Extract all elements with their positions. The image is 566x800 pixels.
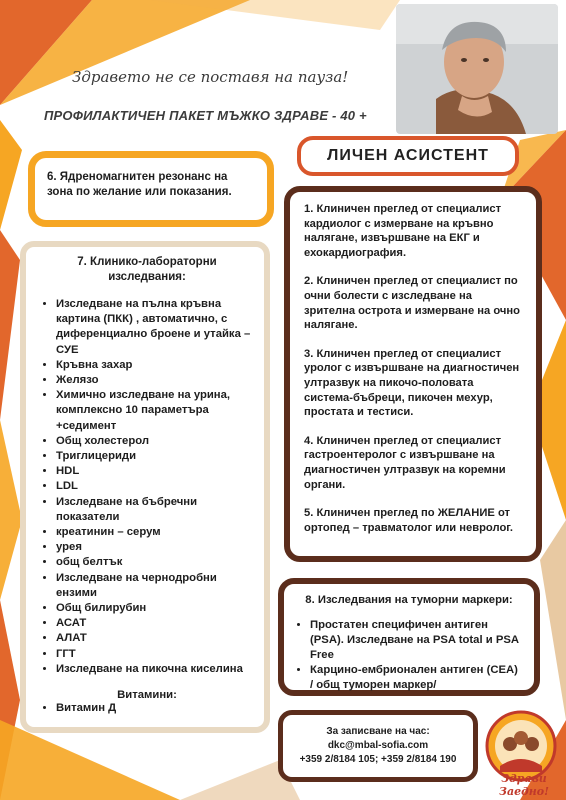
slogan: Здрави Заедно! [499,772,549,798]
lab-tests-box [20,241,270,733]
clinical-exams-box [284,186,542,562]
mri-line-1: 6. Ядреномагнитен резонанс на [47,171,228,183]
tumor-markers-title: 8. Изследвания на туморни маркери: [305,594,513,606]
list-item: • креатинин – серум [56,525,254,540]
list-item: • Кръвна захар [56,358,254,373]
list-item: • Триглицериди [56,449,254,464]
contact-box [278,710,478,782]
tumor-markers-list [294,618,524,693]
clinical-exam-3: 3. Клиничен преглед от специалист уролог с извършване на диагностичен ултразвук на пикочо-половата система-бъбреци, пикочен мехур, простата и тестиси. [304,347,520,419]
list-item: • Химично изследване на урина, комплексно 10 параметъра +седимент [56,388,254,434]
list-item: • Общ холестерол [56,434,254,449]
contact-email[interactable]: dkc@mbal-sofia.com [327,740,429,751]
list-item: • общ белтък [56,555,254,570]
list-item: • Витамин Д [56,701,254,716]
lab-tests-list [40,297,254,677]
list-item: • Желязо [56,373,254,388]
vitamins-title: Витамини: [117,689,177,702]
list-item: • урея [56,540,254,555]
list-item: • АЛАТ [56,631,254,646]
list-item: • Изследване на пълна кръвна картина (ПКК) , автоматично, с диференциално броене и утайка – СУЕ [56,297,254,358]
tagline: Здравето не се поставя на пауза! [72,68,349,86]
personal-assistant-title-box [297,136,519,176]
clinical-exam-1: 1. Клиничен преглед от специалист кардиолог с измерване на кръвно налягане, извършване на ЕКГ и ехокардиография. [304,203,502,259]
list-item: • LDL [56,479,254,494]
clinical-exam-4: 4. Клиничен преглед от специалист гастроентеролог с извършване на диагностичен ултразвук на коремни органи. [304,434,506,491]
lab-title-line-2: изследвания: [108,271,186,283]
mri-box [28,151,274,227]
tumor-markers-box [278,578,540,696]
lab-title-line-1: 7. Клинико-лабораторни [77,256,217,268]
list-item: • Изследване на пикочна киселина [56,662,254,677]
list-item: • АСАТ [56,616,254,631]
list-item: • HDL [56,464,254,479]
mri-line-2: зона по желание или показания. [47,186,232,198]
personal-assistant-title: ЛИЧЕН АСИСТЕНТ [327,147,489,164]
contact-phones[interactable]: +359 2/8184 105; +359 2/8184 190 [299,754,457,765]
list-item: • Общ билирубин [56,601,254,616]
list-item: • Изследване на бъбречни показатели [56,495,254,525]
clinical-exam-5: 5. Клиничен преглед по ЖЕЛАНИЕ от ортопед – травматолог или невролог. [304,507,513,534]
list-item: • ГГТ [56,647,254,662]
list-item: • Карцино-ембрионален антиген (CEA) / общ туморен маркер/ [310,663,524,693]
man-portrait-photo [396,4,558,134]
list-item: • Простатен специфичен антиген (PSA). Изследване на PSA total и PSA Free [310,618,524,663]
clinical-exam-2: 2. Клиничен преглед от специалист по очни болести с изследване на зрителна острота и измерване на очно налягане. [304,275,520,332]
list-item: • Изследване на чернодробни ензими [56,571,254,601]
vitamins-list [40,701,254,716]
contact-label: За записване на час: [326,726,430,737]
package-title: ПРОФИЛАКТИЧЕН ПАКЕТ МЪЖКО ЗДРАВЕ - 40 + [44,108,367,123]
